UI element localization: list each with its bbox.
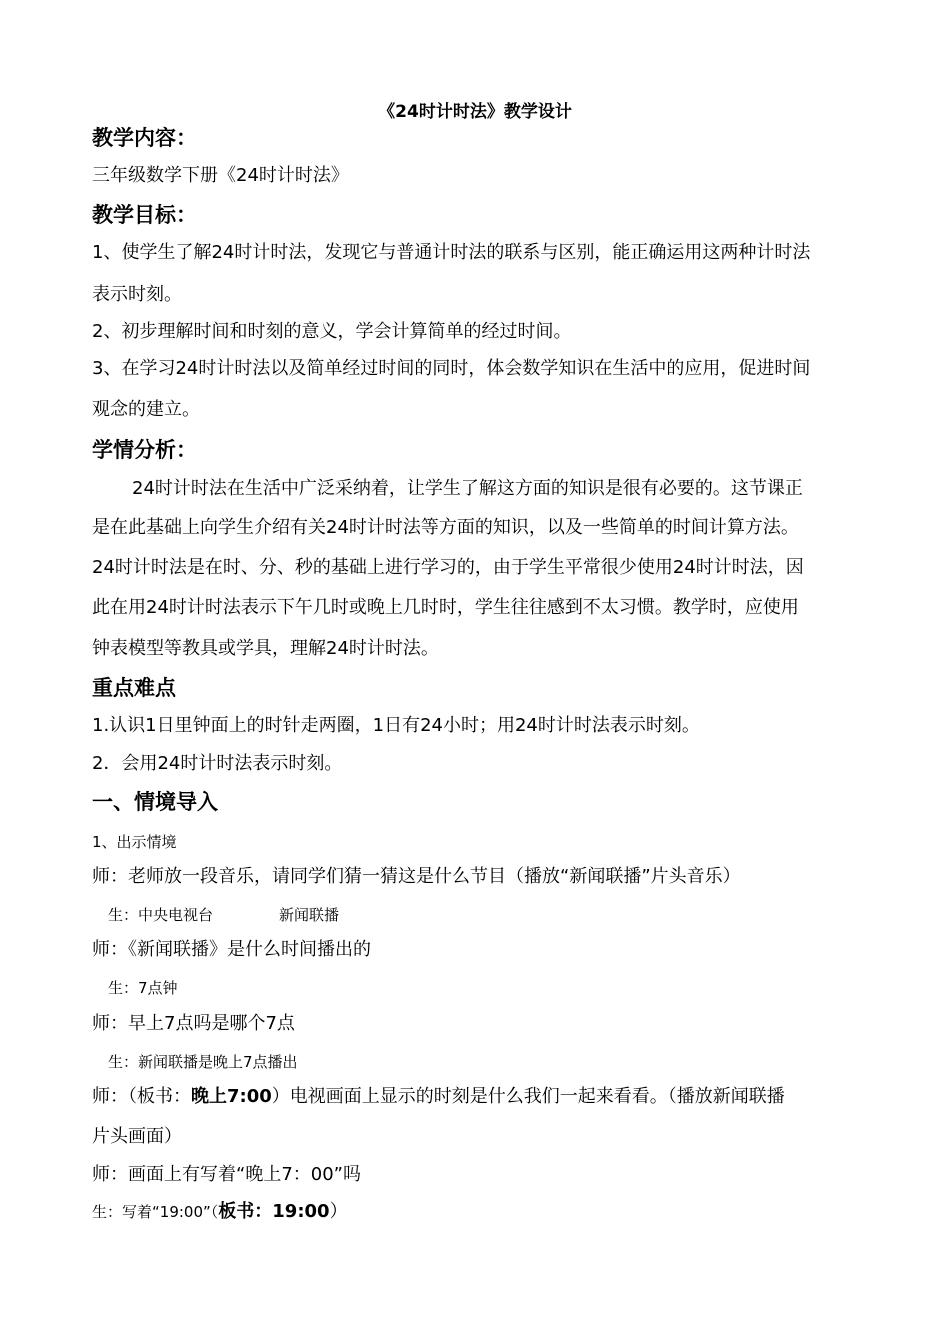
student-line-3: 生：新闻联播是晚上7点播出 — [108, 1053, 298, 1071]
section-heading-intro: 一、情境导入 — [92, 790, 218, 814]
student-line-5-pre: 生：写着“19:00”（ — [92, 1203, 219, 1221]
student-line-1-part-a: 生：中央电视台 — [108, 906, 214, 924]
goal-3-line-1: 3、在学习24时计时法以及简单经过时间的同时，体会数学知识在生活中的应用，促进时间 — [92, 358, 811, 379]
key-point-1: 1.认识1日里钟面上的时针走两圈，1日有24小时；用24时计时法表示时刻。 — [92, 715, 700, 736]
goal-3-line-2: 观念的建立。 — [92, 399, 200, 420]
content-text: 三年级数学下册《24时计时法》 — [92, 165, 349, 186]
document-title: 《24时计时法》教学设计 — [378, 102, 572, 122]
teacher-line-2: 师：《新闻联播》是什么时间播出的 — [92, 939, 371, 960]
teacher-line-4-continued: 片头画面） — [92, 1126, 182, 1147]
section-heading-key-points: 重点难点 — [92, 676, 176, 700]
teacher-line-1: 师：老师放一段音乐，请同学们猜一猜这是什么节目（播放“新闻联播”片头音乐） — [92, 866, 741, 887]
student-line-5-board: 板书：19:00 — [218, 1201, 330, 1222]
goal-1-line-1: 1、使学生了解24时计时法，发现它与普通计时法的联系与区别，能正确运用这两种计时法 — [92, 242, 811, 263]
analysis-line-2: 是在此基础上向学生介绍有关24时计时法等方面的知识，以及一些简单的时间计算方法。 — [92, 517, 799, 538]
student-line-2: 生：7点钟 — [108, 979, 178, 997]
teacher-line-3: 师：早上7点吗是哪个7点 — [92, 1013, 295, 1034]
key-point-2: 2．会用24时计时法表示时刻。 — [92, 753, 343, 774]
section-heading-goals: 教学目标： — [92, 203, 197, 227]
student-line-5-post: ） — [329, 1201, 348, 1222]
analysis-line-3: 24时计时法是在时、分、秒的基础上进行学习的，由于学生平常很少使用24时计时法，因 — [92, 557, 804, 578]
section-heading-analysis: 学情分析： — [92, 438, 197, 462]
student-line-5 — [92, 1200, 348, 1224]
analysis-line-1: 24时计时法在生活中广泛采纳着，让学生了解这方面的知识是很有必要的。这节课正 — [132, 478, 803, 499]
analysis-line-4: 此在用24时计时法表示下午几时或晚上几时时，学生往往感到不太习惯。教学时，应使用 — [92, 597, 799, 618]
section-heading-content: 教学内容： — [92, 126, 197, 150]
goal-2: 2、初步理解时间和时刻的意义，学会计算简单的经过时间。 — [92, 321, 572, 342]
student-line-1 — [108, 903, 339, 927]
intro-subheading: 1、出示情境 — [92, 833, 177, 851]
goal-1-line-2: 表示时刻。 — [92, 284, 182, 305]
student-line-1-part-b: 新闻联播 — [279, 906, 340, 924]
teacher-line-4-post: ）电视画面上显示的时刻是什么我们一起来看看。（播放新闻联播 — [271, 1086, 785, 1107]
teacher-line-4-board: 晚上7:00 — [191, 1086, 272, 1107]
teacher-line-4 — [92, 1085, 785, 1109]
teacher-line-4-pre: 师：（板书： — [92, 1086, 191, 1107]
teacher-line-5: 师：画面上有写着“晚上7：00”吗 — [92, 1164, 362, 1185]
analysis-line-5: 钟表模型等教具或学具，理解24时计时法。 — [92, 638, 439, 659]
